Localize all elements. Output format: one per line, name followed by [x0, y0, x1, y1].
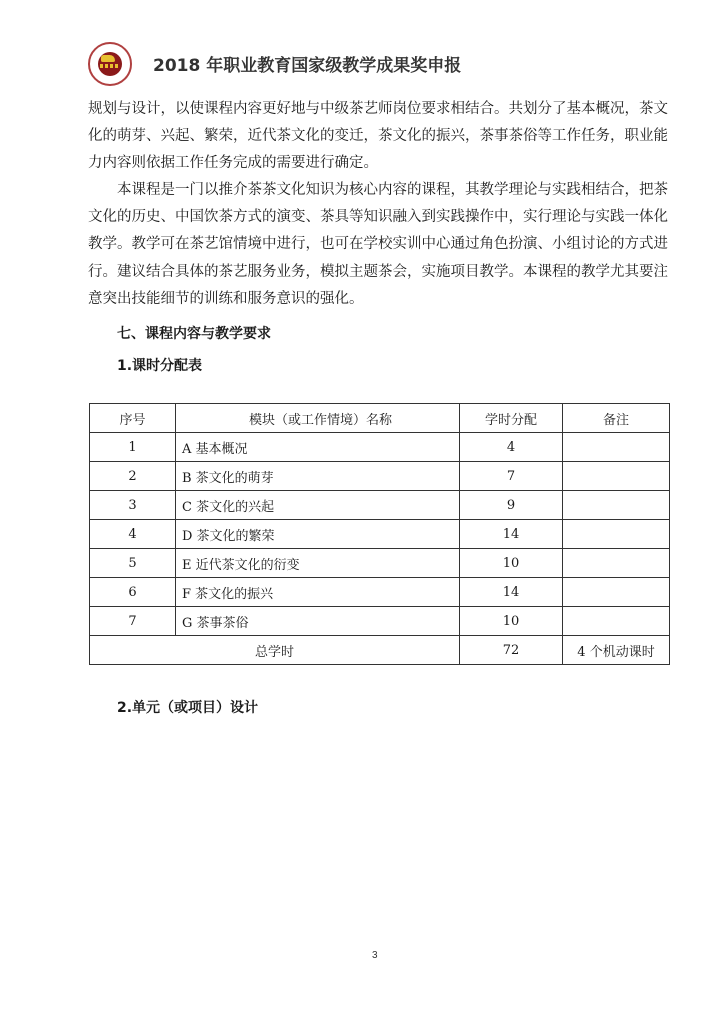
cell-note: [563, 491, 670, 520]
cell-hours: 10: [460, 549, 563, 578]
table-row: [90, 462, 670, 491]
cell-name: A 基本概况: [176, 433, 460, 462]
cell-no: 6: [90, 578, 176, 607]
table-header-row: [90, 404, 670, 433]
section-7-heading: 七、课程内容与教学要求: [117, 326, 271, 342]
page-number: 3: [372, 950, 378, 961]
cell-name: C 茶文化的兴起: [176, 491, 460, 520]
cell-no: 4: [90, 520, 176, 549]
school-seal-logo-icon: [88, 42, 132, 86]
cell-name: F 茶文化的振兴: [176, 578, 460, 607]
table-row: [90, 607, 670, 636]
cell-note: [563, 520, 670, 549]
table-row: [90, 578, 670, 607]
cell-note: [563, 549, 670, 578]
header-module-name: 模块（或工作情境）名称: [176, 404, 460, 433]
cell-hours: 14: [460, 578, 563, 607]
table-row: [90, 433, 670, 462]
cell-hours: 4: [460, 433, 563, 462]
hours-allocation-table: [89, 403, 670, 665]
cell-name: D 茶文化的繁荣: [176, 520, 460, 549]
paragraph-2: 本课程是一门以推介茶茶文化知识为核心内容的课程，其教学理论与实践相结合，把茶文化的历史、中国饮茶方式的演变、茶具等知识融入到实践操作中，实行理论与实践一体化教学。教学可在茶艺馆情境中进行，也可在学校实训中心通过角色扮演、小组讨论的方式进行。建议结合具体的茶艺服务业务，模拟主题茶会，实施项目教学。本课程的教学尤其要注意突出技能细节的训练和服务意识的强化。: [88, 182, 668, 307]
cell-no: 5: [90, 549, 176, 578]
stars-icon: [100, 64, 120, 68]
cell-note: [563, 462, 670, 491]
cell-no: 2: [90, 462, 176, 491]
subsection-1-heading: 1.课时分配表: [117, 358, 203, 374]
table-row: [90, 491, 670, 520]
header-no: 序号: [90, 404, 176, 433]
cell-hours: 14: [460, 520, 563, 549]
total-label: 总学时: [90, 636, 460, 665]
header-title: 2018 年职业教育国家级教学成果奖申报: [153, 56, 462, 76]
cell-note: [563, 433, 670, 462]
header-note: 备注: [563, 404, 670, 433]
cell-note: [563, 578, 670, 607]
cell-no: 3: [90, 491, 176, 520]
table-row: [90, 549, 670, 578]
cell-hours: 9: [460, 491, 563, 520]
header-hours: 学时分配: [460, 404, 563, 433]
paragraph-1: 规划与设计，以使课程内容更好地与中级茶艺师岗位要求相结合。共划分了基本概况，茶文化的萌芽、兴起、繁荣，近代茶文化的变迁，茶文化的振兴，茶事茶俗等工作任务，职业能力内容则依据工作任务完成的需要进行确定。: [88, 101, 668, 172]
horse-icon: [101, 55, 115, 62]
table-total-row: [90, 636, 670, 665]
subsection-2-heading: 2.单元（或项目）设计: [117, 700, 259, 716]
cell-no: 7: [90, 607, 176, 636]
cell-hours: 10: [460, 607, 563, 636]
cell-name: G 茶事茶俗: [176, 607, 460, 636]
cell-hours: 7: [460, 462, 563, 491]
page-header: [88, 40, 648, 90]
total-hours: 72: [460, 636, 563, 665]
cell-name: E 近代茶文化的衍变: [176, 549, 460, 578]
cell-name: B 茶文化的萌芽: [176, 462, 460, 491]
cell-note: [563, 607, 670, 636]
cell-no: 1: [90, 433, 176, 462]
total-note: 4 个机动课时: [563, 636, 670, 665]
table-row: [90, 520, 670, 549]
